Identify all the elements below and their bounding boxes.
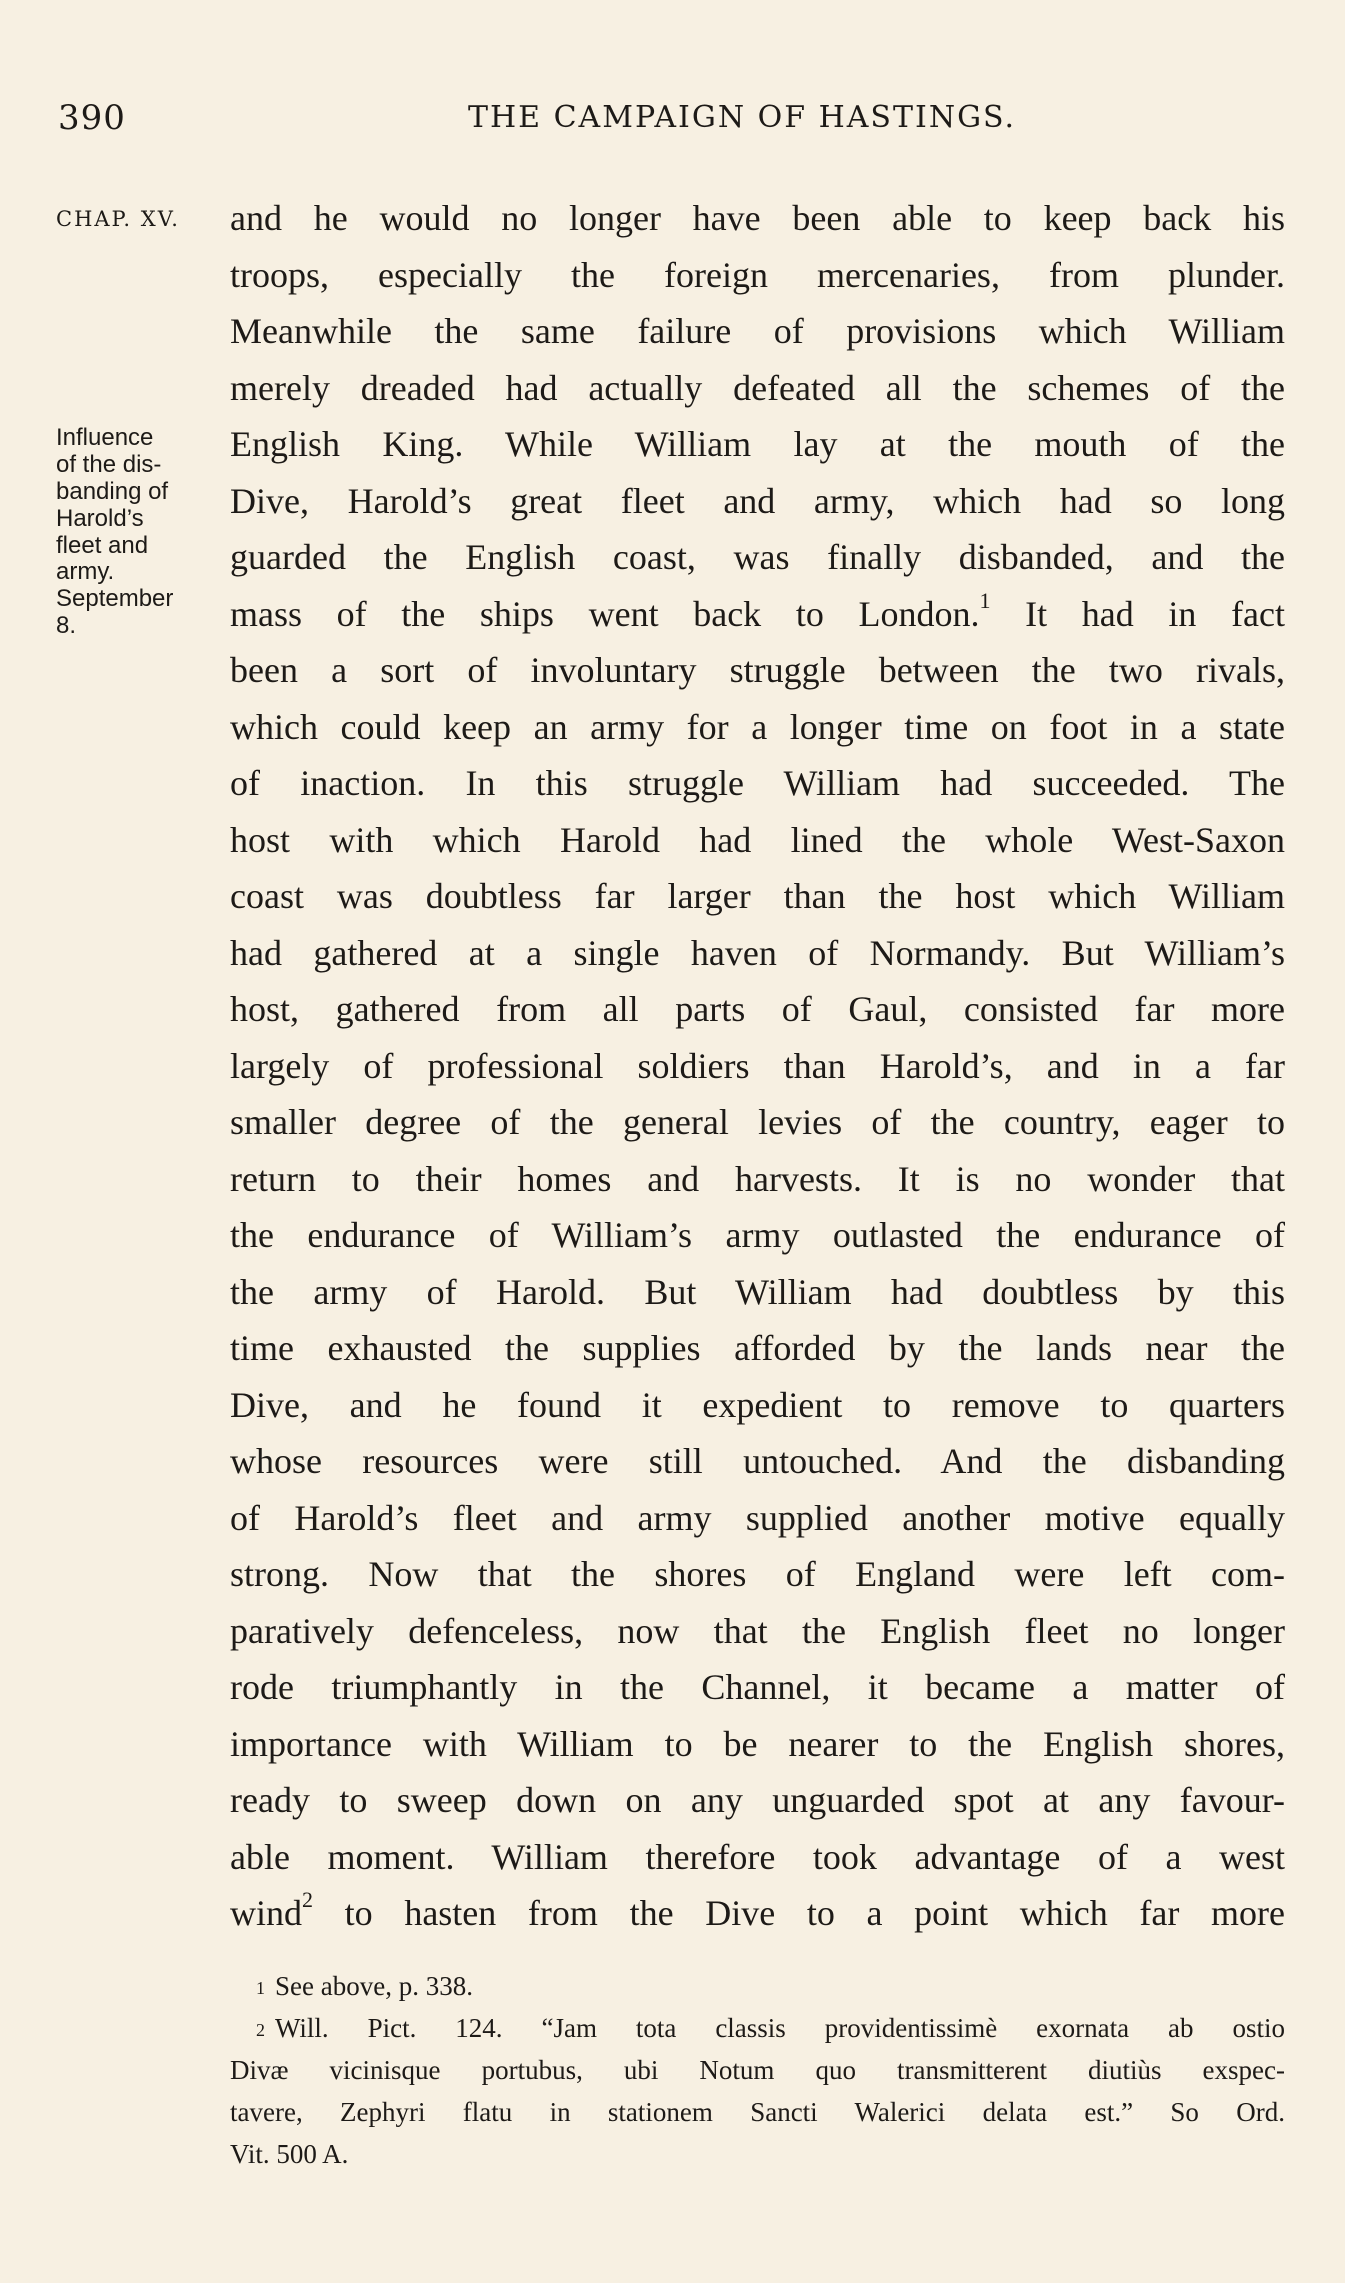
- body-line: and he would no longer have been able to keep back his: [230, 198, 1285, 238]
- body-line: time exhausted the supplies afforded by the lands near the: [230, 1328, 1285, 1368]
- body-line: ready to sweep down on any unguarded spot at any favour-: [230, 1780, 1285, 1820]
- body-line: host, gathered from all parts of Gaul, consisted far more: [230, 989, 1285, 1029]
- chapter-marginal-label: CHAP. XV.: [56, 207, 180, 231]
- body-line-text: to hasten from the Dive to a point which far more: [344, 1893, 1285, 1933]
- body-line-with-footnote-ref: [230, 586, 1285, 643]
- body-line: Dive, Harold’s great fleet and army, which had so long: [230, 480, 1285, 521]
- marginal-note-line: army.: [56, 558, 115, 586]
- body-text: [230, 190, 1285, 1942]
- footnote-line: [230, 2007, 1285, 2049]
- body-line-text: wind: [230, 1893, 302, 1933]
- body-line: Meanwhile the same failure of provisions which William: [230, 311, 1285, 351]
- body-line: return to their homes and harvests. It is no wonder that: [230, 1158, 1285, 1199]
- body-line: been a sort of involuntary struggle between the two rivals,: [230, 650, 1285, 690]
- footnote-text: Will. Pict. 124. “Jam tota classis providentissimè exornata ab ostio: [275, 2013, 1285, 2043]
- body-line: English King. While William lay at the mouth of the: [230, 424, 1285, 464]
- footnote-text: See above, p. 338.: [275, 1971, 473, 2001]
- body-line-text: mass of the ships went back to London.: [230, 593, 980, 634]
- marginal-note-line: banding of: [56, 477, 169, 505]
- body-line: importance with William to be nearer to the English shores,: [230, 1723, 1285, 1764]
- body-line: guarded the English coast, was finally disbanded, and the: [230, 537, 1285, 577]
- marginal-note-line: Influence: [56, 424, 154, 451]
- footnote-line: Divæ vicinisque portubus, ubi Notum quo transmitterent diutiùs exspec-: [230, 2055, 1285, 2085]
- body-line: merely dreaded had actually defeated all the schemes of the: [230, 367, 1285, 408]
- footnote-line: [230, 1965, 1285, 2007]
- footnote-ref-1[interactable]: 1: [979, 587, 991, 613]
- marginal-note: [56, 425, 224, 640]
- footnote-ref-2[interactable]: 2: [302, 1887, 313, 1912]
- page-header: [58, 98, 1058, 148]
- body-line: smaller degree of the general levies of the country, eager to: [230, 1102, 1285, 1142]
- body-line: largely of professional soldiers than Harold’s, and in a far: [230, 1045, 1285, 1086]
- body-line-with-footnote-ref: [230, 1885, 1285, 1942]
- body-line: had gathered at a single haven of Normandy. But William’s: [230, 932, 1285, 973]
- body-line: coast was doubtless far larger than the host which William: [230, 876, 1285, 916]
- body-line: strong. Now that the shores of England were left com-: [230, 1554, 1285, 1594]
- footnote-1: [230, 1965, 1285, 2007]
- body-line: rode triumphantly in the Channel, it became a matter of: [230, 1667, 1285, 1707]
- marginal-note-line: fleet and: [56, 531, 149, 559]
- body-line: of Harold’s fleet and army supplied another motive equally: [230, 1497, 1285, 1538]
- footnote-marker: 1: [256, 1978, 265, 1998]
- running-title: THE CAMPAIGN OF HASTINGS.: [468, 100, 1017, 135]
- footnotes: [230, 1965, 1285, 2175]
- marginal-note-line: September: [56, 585, 174, 613]
- body-line: host with which Harold had lined the whole West-Saxon: [230, 819, 1285, 860]
- footnote-2: [230, 2007, 1285, 2175]
- body-line: the army of Harold. But William had doubtless by this: [230, 1271, 1285, 1312]
- page-number: 390: [58, 98, 126, 138]
- marginal-note-line: Harold’s: [56, 504, 144, 532]
- body-line: able moment. William therefore took advantage of a west: [230, 1836, 1285, 1877]
- body-line: the endurance of William’s army outlasted the endurance of: [230, 1215, 1285, 1255]
- marginal-note-line: of the dis-: [56, 450, 162, 478]
- marginal-note-line: 8.: [56, 612, 77, 640]
- body-line: of inaction. In this struggle William had succeeded. The: [230, 763, 1285, 803]
- body-line: paratively defenceless, now that the English fleet no longer: [230, 1610, 1285, 1651]
- body-line: whose resources were still untouched. And the disbanding: [230, 1441, 1285, 1481]
- footnote-marker: 2: [256, 2020, 265, 2040]
- footnote-line: Vit. 500 A.: [230, 2139, 349, 2169]
- body-line: troops, especially the foreign mercenaries, from plunder.: [230, 254, 1285, 295]
- body-line-text: It had in fact: [1025, 593, 1286, 634]
- footnote-line: tavere, Zephyri flatu in stationem Sancti Walerici delata est.” So Ord.: [230, 2097, 1285, 2127]
- body-line: Dive, and he found it expedient to remove to quarters: [230, 1384, 1285, 1425]
- body-line: which could keep an army for a longer time on foot in a state: [230, 706, 1285, 747]
